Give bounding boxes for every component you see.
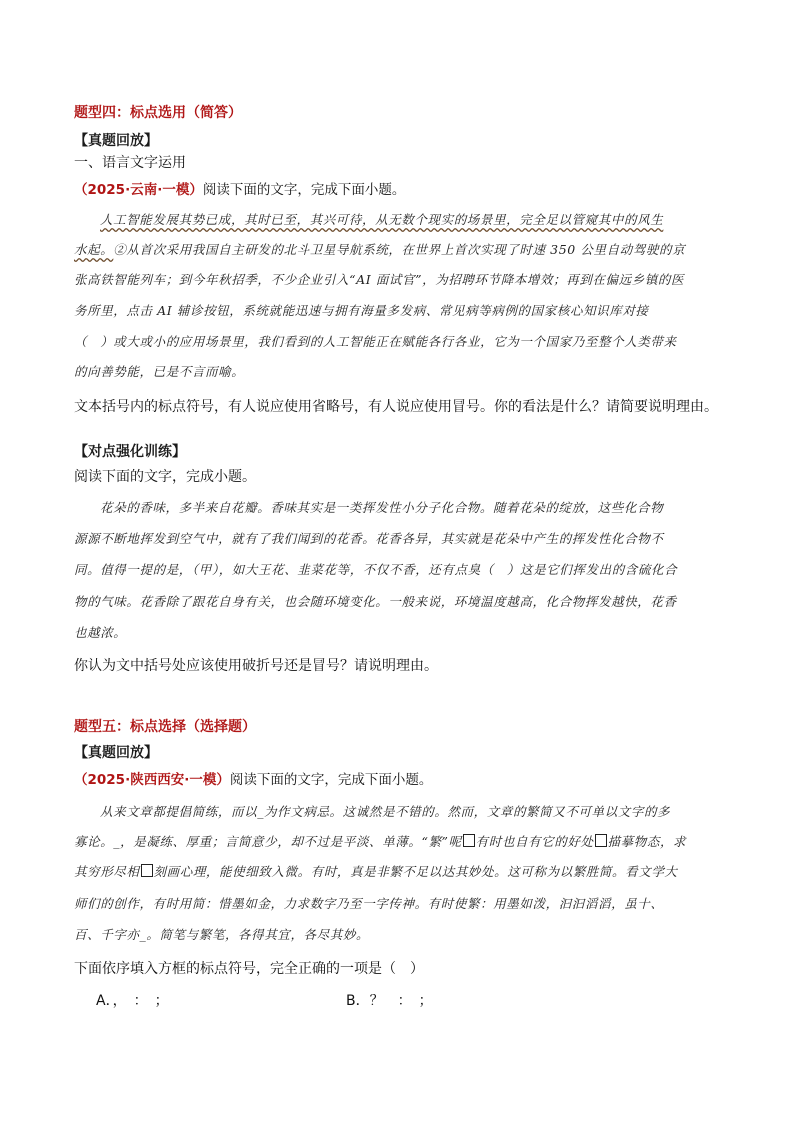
section4-passage-line-3: 张高铁智能列车；到今年秋招季，不少企业引入“AI 面试官”，为招聘环节降本增效；再到在偏远乡镇的医 xyxy=(74,272,685,287)
blank-box-1 xyxy=(463,834,475,847)
section4-question: 文本括号内的标点符号，有人说应使用省略号，有人说应使用冒号。你的看法是什么？请简要说明理由。 xyxy=(74,399,718,415)
practice-question: 你认为文中括号处应该使用破折号还是冒号？请说明理由。 xyxy=(74,658,438,674)
section5-source xyxy=(74,768,432,788)
section4-passage-line-2: 水起。②从首次采用我国自主研发的北斗卫星导航系统，在世界上首次实现了时速 350 公里自动驾驶的京 xyxy=(74,242,686,257)
section4-passage-line-1: 人工智能发展其势已成，其时已至，其兴可待，从无数个现实的场景里，完全足以管窥其中的风生 xyxy=(100,212,664,227)
blank-box-2 xyxy=(595,834,607,847)
section5-source-text: 阅读下面的文字，完成下面小题。 xyxy=(229,772,433,788)
section5-passage-line-2: 寡论。_，是凝练、厚重；言简意少，却不过是平淡、单薄。“繁”呢 有时也自有它的好处 描摹物态，求 xyxy=(74,834,687,849)
practice-passage-line-5: 也越浓。 xyxy=(74,625,127,640)
practice-passage-line-2: 源源不断地挥发到空气中，就有了我们闻到的花香。花香各异，其实就是花朵中产生的挥发性化合物不 xyxy=(74,531,664,546)
practice-tag: 【对点强化训练】 xyxy=(74,444,186,460)
section4-passage-line-5: （ ）或大或小的应用场景里，我们看到的人工智能正在赋能各行各业，它为一个国家乃至整个人类带来 xyxy=(74,334,677,349)
section5-title: 题型五：标点选择（选择题） xyxy=(74,719,256,735)
section4-sub-heading: 一、语言文字运用 xyxy=(74,155,186,171)
section4-title: 题型四：标点选用（简答） xyxy=(74,105,242,121)
practice-intro: 阅读下面的文字，完成小题。 xyxy=(74,469,256,485)
practice-passage-line-3: 同。值得一提的是，（甲），如大王花、韭菜花等，不仅不香，还有点臭（ ）这是它们挥发出的含硫化合 xyxy=(74,562,678,577)
blank-box-3 xyxy=(141,864,153,877)
section5-passage-line-1: 从来文章都提倡简练，而以_为作文病忌。这诚然是不错的。然而，文章的繁简又不可单以文字的多 xyxy=(100,804,671,819)
practice-passage-line-1: 花朵的香味，多半来自花瓣。香味其实是一类挥发性小分子化合物。随着花朵的绽放，这些化合物 xyxy=(100,500,664,515)
section5-passage-line-5: 百、千字亦_。简笔与繁笔，各得其宜，各尽其妙。 xyxy=(74,927,370,942)
section5-passage-line-4: 师们的创作，有时用简：惜墨如金，力求数字乃至一字传神。有时使繁：用墨如泼，汩汩滔滔，虽十、 xyxy=(74,896,664,911)
section4-passage-line-4: 务所里，点击 AI 辅诊按钮，系统就能迅速与拥有海量多发病、常见病等病例的国家核心知识库对接 xyxy=(74,303,649,318)
section4-source xyxy=(74,178,405,198)
section5-source-tag: （2025·陕西西安·一模） xyxy=(74,772,230,788)
section4-passage-line-6: 的向善势能，已是不言而喻。 xyxy=(74,364,245,379)
section5-question: 下面依序填入方框的标点符号，完全正确的一项是（ ） xyxy=(74,961,424,977)
section5-real-tag: 【真题回放】 xyxy=(74,745,158,761)
section5-passage-line-3: 其穷形尽相 刻画心理，能使细致入微。有时，真是非繁不足以达其妙处。这可称为以繁胜简。看文学大 xyxy=(74,864,678,879)
option-a[interactable]: A．， ： ； xyxy=(96,993,169,1009)
option-b[interactable]: B．？ ： ； xyxy=(346,993,433,1009)
practice-passage-line-4: 物的气味。花香除了跟花自身有关，也会随环境变化。一般来说，环境温度越高，化合物挥发越快，花香 xyxy=(74,594,677,609)
section4-source-text: 阅读下面的文字，完成下面小题。 xyxy=(202,182,406,198)
section4-real-tag: 【真题回放】 xyxy=(74,133,158,149)
section4-source-tag: （2025·云南·一模） xyxy=(74,182,203,198)
